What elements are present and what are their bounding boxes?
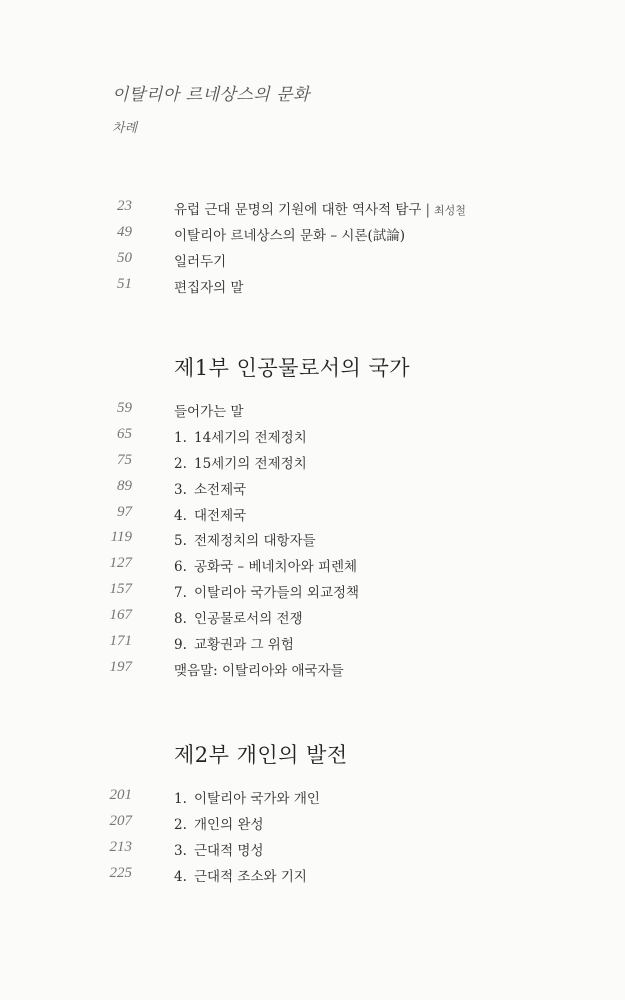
page-number: 207 (109, 812, 132, 829)
entry-number: 3. (174, 481, 187, 498)
entry-title: 4. 대전제국 (174, 507, 247, 524)
page-number: 89 (117, 477, 132, 494)
entry-title: 3. 소전제국 (174, 481, 247, 498)
entry-title: 2. 15세기의 전제정치 (174, 455, 307, 472)
entry-title: 3. 근대적 명성 (174, 842, 264, 859)
page-number: 59 (117, 400, 132, 416)
entry-number: 4. (174, 868, 187, 885)
toc-entry[interactable] (0, 198, 625, 224)
entry-title: 9. 교황권과 그 위험 (174, 637, 294, 654)
toc-entry[interactable] (0, 659, 625, 685)
part1-list (0, 400, 625, 685)
toc-entry[interactable] (0, 787, 625, 813)
entry-number: 6. (174, 559, 187, 576)
entry-number: 2. (174, 816, 187, 833)
page-number: 201 (109, 787, 132, 803)
entry-title: 편집자의 말 (174, 279, 244, 296)
page-number: 157 (109, 581, 132, 598)
entry-title: 1. 이탈리아 국가와 개인 (174, 791, 320, 807)
page-number: 119 (110, 529, 132, 546)
author-separator: | (425, 202, 431, 218)
entry-title: 들어가는 말 (174, 404, 244, 420)
page-number: 171 (109, 633, 132, 650)
page-number: 97 (117, 503, 132, 520)
entry-title: 8. 인공물로서의 전쟁 (174, 611, 303, 628)
entry-title: 1. 14세기의 전제정치 (174, 429, 307, 446)
toc-entry[interactable] (0, 839, 625, 865)
entry-title: 7. 이탈리아 국가들의 외교정책 (174, 585, 360, 602)
page-number: 167 (109, 607, 132, 624)
entry-number: 8. (174, 611, 187, 628)
toc-entry[interactable] (0, 529, 625, 555)
entry-title: 2. 개인의 완성 (174, 816, 264, 833)
page-number: 127 (109, 555, 132, 572)
toc-entry[interactable] (0, 633, 625, 659)
entry-title: 유럽 근대 문명의 기원에 대한 역사적 탐구 | 최성철 (174, 202, 466, 218)
entry-number: 5. (174, 533, 187, 550)
page-number: 213 (109, 838, 132, 855)
entry-title: 6. 공화국 – 베네치아와 피렌체 (174, 559, 358, 576)
page-number: 51 (117, 275, 132, 292)
entry-title: 일러두기 (174, 253, 227, 270)
entry-number: 3. (174, 842, 187, 859)
entry-title: 4. 근대적 조소와 기지 (174, 868, 307, 885)
entry-author: 최성철 (434, 204, 466, 217)
toc-entry[interactable] (0, 478, 625, 504)
part1-title: 제1부 인공물로서의 국가 (174, 356, 411, 380)
toc-entry[interactable] (0, 581, 625, 607)
entry-number: 7. (174, 585, 187, 602)
entry-number: 2. (174, 455, 187, 472)
toc-entry[interactable] (0, 224, 625, 250)
part2-list (0, 787, 625, 891)
entry-number: 1. (174, 791, 187, 807)
toc-entry[interactable] (0, 426, 625, 452)
page-number: 75 (117, 451, 132, 468)
page-number: 50 (117, 249, 132, 266)
entry-title: 맺음말: 이탈리아와 애국자들 (174, 662, 344, 679)
entry-number: 9. (174, 637, 187, 654)
toc-entry[interactable] (0, 607, 625, 633)
page-number: 49 (117, 223, 132, 240)
toc-entry[interactable] (0, 865, 625, 891)
page-number: 23 (117, 198, 132, 214)
toc-entry[interactable] (0, 400, 625, 426)
toc-entry[interactable] (0, 504, 625, 530)
page-number: 65 (117, 425, 132, 442)
toc-entry[interactable] (0, 452, 625, 478)
entry-title: 이탈리아 르네상스의 문화 – 시론(試論) (174, 227, 405, 244)
entry-number: 1. (174, 429, 187, 446)
entry-number: 4. (174, 507, 187, 524)
page-number: 197 (109, 658, 132, 675)
entry-title: 5. 전제정치의 대항자들 (174, 533, 316, 550)
toc-entry[interactable] (0, 250, 625, 276)
toc-entry[interactable] (0, 813, 625, 839)
page-number: 225 (109, 864, 132, 881)
contents-label: 차례 (112, 121, 138, 136)
front-matter-list (0, 198, 625, 302)
toc-entry[interactable] (0, 276, 625, 302)
toc-entry[interactable] (0, 555, 625, 581)
part2-title: 제2부 개인의 발전 (174, 743, 348, 767)
book-title: 이탈리아 르네상스의 문화 (112, 85, 310, 105)
